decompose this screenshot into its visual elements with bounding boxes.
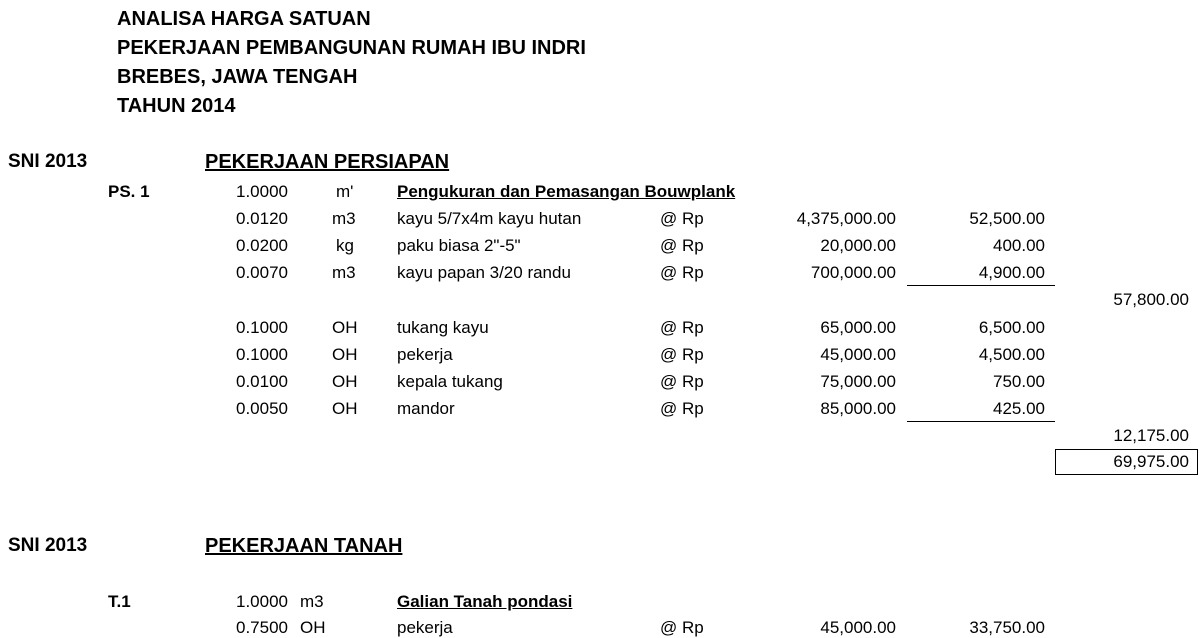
section2-standard: SNI 2013 xyxy=(8,535,88,556)
grand-total-box: 69,975.00 xyxy=(1055,449,1198,475)
section2-item-title: Galian Tanah pondasi xyxy=(397,592,573,611)
section1-unit: m' xyxy=(336,182,354,201)
labor-coef: 0.1000 xyxy=(236,345,288,364)
labor-price: 75,000.00 xyxy=(820,372,896,391)
labor-price: 45,000.00 xyxy=(820,618,896,637)
labor-subtotal: 12,175.00 xyxy=(1113,426,1189,445)
labor-coef: 0.0050 xyxy=(236,399,288,418)
section1-title: PEKERJAAN PERSIAPAN xyxy=(205,151,450,173)
material-unit: m3 xyxy=(332,263,356,282)
labor-coef: 0.1000 xyxy=(236,318,288,337)
labor-price: 65,000.00 xyxy=(820,318,896,337)
labor-desc: kepala tukang xyxy=(397,372,503,391)
material-amount: 400.00 xyxy=(993,236,1045,255)
labor-at-rp: @ Rp xyxy=(660,399,704,418)
labor-amount: 6,500.00 xyxy=(978,318,1045,337)
labor-unit: OH xyxy=(332,399,358,418)
labor-desc: pekerja xyxy=(397,618,453,637)
labor-amount: 425.00 xyxy=(993,399,1045,418)
material-at-rp: @ Rp xyxy=(660,236,704,255)
labor-at-rp: @ Rp xyxy=(660,372,704,391)
labor-subtotal-rule xyxy=(907,421,1055,422)
section1-standard: SNI 2013 xyxy=(8,151,88,172)
labor-unit: OH xyxy=(332,372,358,391)
labor-unit: OH xyxy=(300,618,326,637)
material-at-rp: @ Rp xyxy=(660,263,704,282)
section1-qty: 1.0000 xyxy=(236,182,288,201)
section2-qty: 1.0000 xyxy=(236,592,288,611)
material-unit: m3 xyxy=(332,209,356,228)
section2-unit: m3 xyxy=(300,592,324,611)
material-coef: 0.0070 xyxy=(236,263,288,282)
labor-desc: mandor xyxy=(397,399,455,418)
material-subtotal-rule xyxy=(907,285,1055,286)
labor-coef: 0.7500 xyxy=(236,618,288,637)
labor-coef: 0.0100 xyxy=(236,372,288,391)
labor-amount: 33,750.00 xyxy=(969,618,1045,637)
material-amount: 52,500.00 xyxy=(969,209,1045,228)
section2-code: T.1 xyxy=(108,592,131,611)
doc-title-line4: TAHUN 2014 xyxy=(117,95,236,117)
labor-unit: OH xyxy=(332,318,358,337)
labor-desc: pekerja xyxy=(397,345,453,364)
section1-item-title: Pengukuran dan Pemasangan Bouwplank xyxy=(397,182,736,201)
material-coef: 0.0120 xyxy=(236,209,288,228)
material-coef: 0.0200 xyxy=(236,236,288,255)
material-unit: kg xyxy=(336,236,354,255)
section1-code: PS. 1 xyxy=(108,182,150,201)
labor-desc: tukang kayu xyxy=(397,318,489,337)
material-price: 20,000.00 xyxy=(820,236,896,255)
material-at-rp: @ Rp xyxy=(660,209,704,228)
material-amount: 4,900.00 xyxy=(978,263,1045,282)
material-desc: kayu 5/7x4m kayu hutan xyxy=(397,209,582,228)
labor-at-rp: @ Rp xyxy=(660,618,704,637)
material-price: 4,375,000.00 xyxy=(796,209,896,228)
labor-at-rp: @ Rp xyxy=(660,345,704,364)
section2-title: PEKERJAAN TANAH xyxy=(205,535,403,557)
labor-price: 85,000.00 xyxy=(820,399,896,418)
labor-amount: 750.00 xyxy=(993,372,1045,391)
doc-title-line1: ANALISA HARGA SATUAN xyxy=(117,8,371,30)
labor-price: 45,000.00 xyxy=(820,345,896,364)
labor-unit: OH xyxy=(332,345,358,364)
material-subtotal: 57,800.00 xyxy=(1113,290,1189,309)
doc-title-line3: BREBES, JAWA TENGAH xyxy=(117,66,358,88)
doc-title-line2: PEKERJAAN PEMBANGUNAN RUMAH IBU INDRI xyxy=(117,37,586,59)
labor-amount: 4,500.00 xyxy=(978,345,1045,364)
material-desc: kayu papan 3/20 randu xyxy=(397,263,571,282)
labor-at-rp: @ Rp xyxy=(660,318,704,337)
material-price: 700,000.00 xyxy=(810,263,896,282)
material-desc: paku biasa 2"-5" xyxy=(397,236,521,255)
